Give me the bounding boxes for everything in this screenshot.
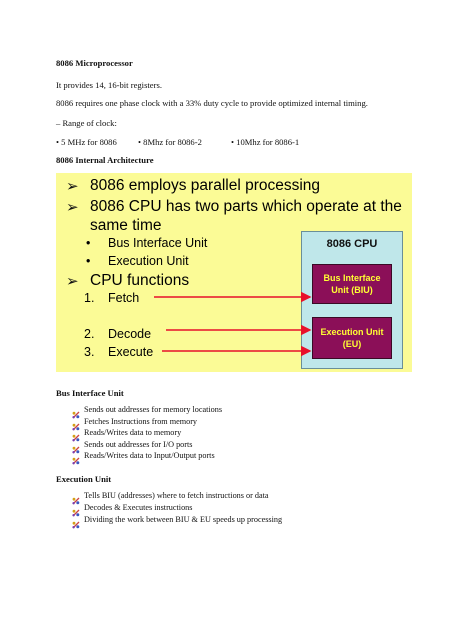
cpu-title: 8086 CPU — [326, 238, 378, 250]
slide-bullet: 8086 employs parallel processing — [90, 177, 321, 194]
list-bullet-icon — [72, 418, 80, 426]
list-item: Fetches Instructions from memory — [84, 416, 198, 426]
clock-item: • 8Mhz for 8086-2 — [138, 137, 202, 147]
slide-bullet: 8086 CPU has two parts which operate at the — [90, 198, 402, 215]
dot-bullet: • — [86, 254, 91, 268]
clock-item: • 10Mhz for 8086-1 — [231, 137, 300, 147]
slide-sub-item: Execution Unit — [108, 254, 189, 268]
list-bullet-icon — [72, 452, 80, 460]
list-item: Tells BIU (addresses) where to fetch instructions or data — [84, 491, 269, 500]
function-execute: Execute — [108, 345, 154, 359]
list-item: Decodes & Executes instructions — [84, 502, 193, 512]
function-arrows — [56, 173, 412, 372]
function-number: 2. — [84, 327, 95, 341]
list-bullet-icon — [72, 504, 80, 512]
list-item: Reads/Writes data to memory — [84, 428, 182, 437]
function-fetch: Fetch — [108, 291, 140, 305]
function-number: 1. — [84, 291, 95, 305]
function-decode: Decode — [108, 327, 152, 341]
dot-bullet: • — [86, 236, 91, 250]
list-item: Reads/Writes data to Input/Output ports — [84, 451, 215, 460]
function-number: 3. — [84, 345, 95, 359]
clock-line: 8086 requires one phase clock with a 33% duty cycle to provide optimized internal timing. — [56, 98, 368, 108]
clock-item: • 5 MHz for 8086 — [56, 137, 117, 147]
architecture-slide — [56, 173, 412, 372]
biu-heading: Bus Interface Unit — [56, 388, 124, 398]
eu-heading: Execution Unit — [56, 474, 112, 484]
slide-sub-item: Bus Interface Unit — [108, 236, 208, 250]
slide-bullet-cont: same time — [90, 217, 162, 234]
list-bullet-icon — [72, 492, 80, 500]
list-bullet-icon — [72, 429, 80, 437]
biu-box: Bus Interface Unit (BIU) — [312, 264, 392, 304]
arrow-bullet-icon: ➢ — [66, 272, 79, 290]
list-item: Sends out addresses for memory locations — [84, 405, 223, 414]
arch-heading: 8086 Internal Architecture — [56, 155, 154, 165]
list-bullet-icon — [72, 406, 80, 414]
registers-line: It provides 14, 16-bit registers. — [56, 80, 162, 90]
eu-box: Execution Unit (EU) — [312, 317, 392, 359]
list-item: Sends out addresses for I/O ports — [84, 439, 193, 449]
list-bullet-icon — [72, 516, 80, 524]
doc-title: 8086 Microprocessor — [56, 58, 133, 68]
range-label: – Range of clock: — [56, 118, 117, 128]
arrow-bullet-icon: ➢ — [66, 198, 79, 216]
list-item: Dividing the work between BIU & EU speeds up processing — [84, 514, 283, 524]
list-bullet-icon — [72, 441, 80, 449]
slide-bullet: CPU functions — [90, 272, 190, 289]
arrow-bullet-icon: ➢ — [66, 177, 79, 195]
